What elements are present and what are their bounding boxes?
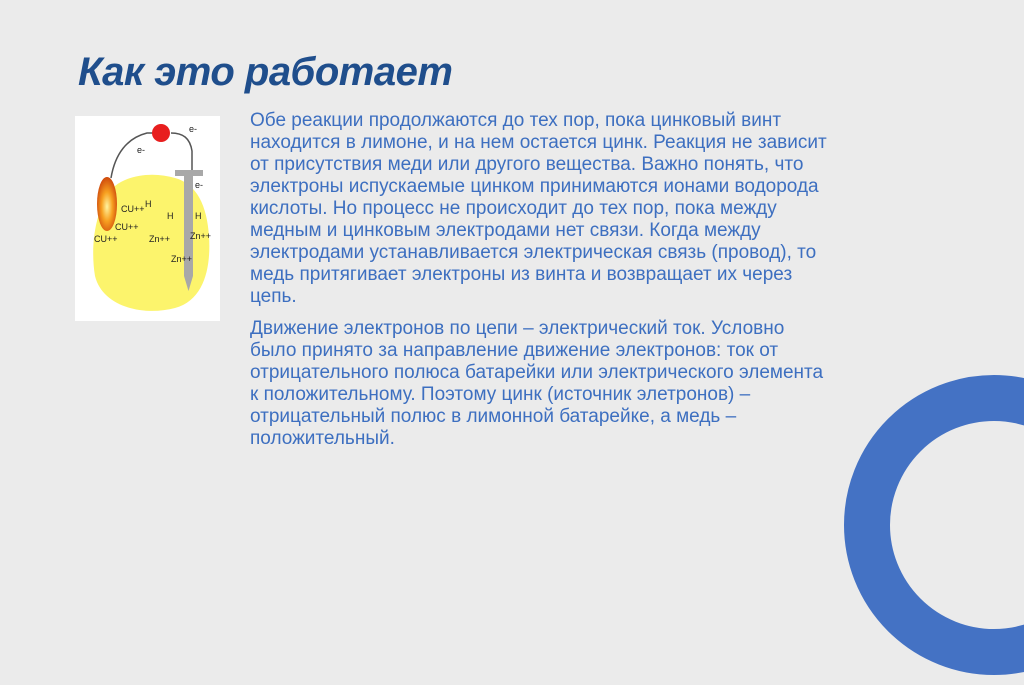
slide-title: Как это работает xyxy=(78,50,453,94)
copper-electrode xyxy=(97,177,117,231)
hydrogen-label: H xyxy=(145,199,152,209)
copper-ion-label: CU++ xyxy=(94,234,118,244)
hydrogen-label: H xyxy=(167,211,174,221)
hydrogen-label: H xyxy=(195,211,202,221)
zinc-ion-label: Zn++ xyxy=(149,234,171,244)
zinc-screw-head xyxy=(175,170,203,176)
lemon-battery-diagram xyxy=(75,116,220,321)
paragraph: Движение электронов по цепи – электрический ток. Условно было принято за направление движение электронов: ток от отрицательного полюса батарейки или электрического элемента к положительному. Поэтому цинк (источник элетронов) – отрицательный полюс в лимонной батарейке, а медь – положительный. xyxy=(250,318,824,449)
wire xyxy=(111,133,159,178)
decorative-ring xyxy=(834,365,1024,685)
body-text xyxy=(250,110,830,460)
paragraph: Обе реакции продолжаются до тех пор, пока цинковый винт находится в лимоне, и на нем остается цинк. Реакция не зависит от присутствия меди или другого вещества. Важно понять, что электроны испускаемые цинком принимаются ионами водорода кислоты. Но процесс не происходит до тех пор, пока между медным и цинковым электродами нет связи. Когда между электродами устанавливается электрическая связь (провод), то медь притягивает электроны из винта и возвращает их через цепь. xyxy=(250,110,827,307)
zinc-ion-label: Zn++ xyxy=(190,231,212,241)
electron-label: e- xyxy=(137,145,146,155)
zinc-ion-label: Zn++ xyxy=(171,254,193,264)
electron-label: e- xyxy=(195,180,204,190)
copper-ion-label: CU++ xyxy=(115,222,139,232)
electron-label: e- xyxy=(189,124,198,134)
bulb xyxy=(152,124,170,142)
copper-ion-label: CU++ xyxy=(121,204,145,214)
